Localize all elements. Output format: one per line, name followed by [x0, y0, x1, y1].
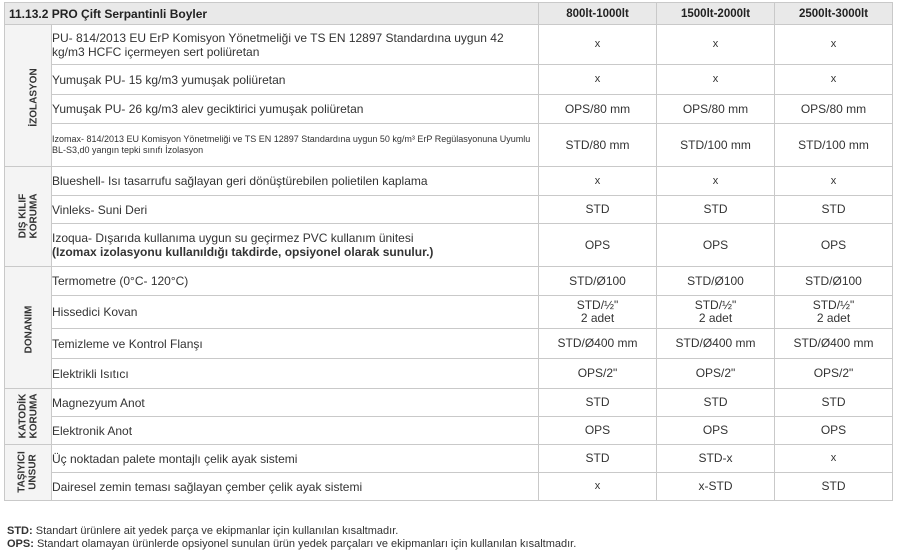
row-desc: Elektrikli Isıtıcı [52, 359, 539, 389]
row-value: x [539, 25, 657, 65]
row-value: STD-x [657, 445, 775, 473]
table-row [5, 445, 893, 473]
table-row [5, 389, 893, 417]
row-value: STD [775, 473, 893, 501]
group-label-equipment: DONANIM [5, 267, 52, 389]
header-row [5, 3, 893, 25]
row-desc: Izomax- 814/2013 EU Komisyon Yönetmeliği ve TS EN 12897 Standardına uygun 50 kg/m³ ErP Regülasyonuna Uyumlu BL-S3,d0 yangın tepki sınıfı İzolasyon [52, 124, 539, 167]
row-value: STD/100 mm [775, 124, 893, 167]
row-desc: Vinleks- Suni Deri [52, 196, 539, 224]
row-value: STD/½" 2 adet [775, 296, 893, 329]
row-value: STD [657, 196, 775, 224]
table-row [5, 329, 893, 359]
row-value: OPS [775, 417, 893, 445]
row-value: x [657, 25, 775, 65]
row-value: x [539, 167, 657, 196]
row-value: x [657, 65, 775, 95]
row-value: STD [657, 389, 775, 417]
table-row [5, 359, 893, 389]
row-value: STD/Ø100 [657, 267, 775, 296]
row-value: STD [539, 196, 657, 224]
table-row [5, 267, 893, 296]
row-desc: Hissedici Kovan [52, 296, 539, 329]
row-desc: Blueshell- Isı tasarrufu sağlayan geri dönüştürebilen polietilen kaplama [52, 167, 539, 196]
row-desc: Yumuşak PU- 26 kg/m3 alev geciktirici yumuşak poliüretan [52, 95, 539, 124]
group-label-insulation: İZOLASYON [5, 25, 52, 167]
row-value: OPS/2" [539, 359, 657, 389]
table-row [5, 95, 893, 124]
row-desc: Temizleme ve Kontrol Flanşı [52, 329, 539, 359]
table-row [5, 124, 893, 167]
row-value: OPS/80 mm [539, 95, 657, 124]
table-row [5, 196, 893, 224]
row-value: x [775, 25, 893, 65]
row-value: x [775, 65, 893, 95]
row-value: OPS [657, 224, 775, 267]
row-desc-text: Izoqua- Dışarıda kullanıma uygun su geçirmez PVC kullanım ünitesi [52, 231, 414, 245]
row-value: STD/½" 2 adet [539, 296, 657, 329]
table-row [5, 473, 893, 501]
footnotes [7, 525, 576, 551]
row-value: x [539, 65, 657, 95]
row-value: OPS [539, 417, 657, 445]
row-value: OPS/2" [657, 359, 775, 389]
row-value: STD/100 mm [657, 124, 775, 167]
row-desc: Dairesel zemin teması sağlayan çember çelik ayak sistemi [52, 473, 539, 501]
row-value: OPS/80 mm [657, 95, 775, 124]
row-desc: Yumuşak PU- 15 kg/m3 yumuşak poliüretan [52, 65, 539, 95]
row-desc: Üç noktadan palete montajlı çelik ayak sistemi [52, 445, 539, 473]
table-row [5, 25, 893, 65]
row-value: OPS/2" [775, 359, 893, 389]
row-value: x [775, 445, 893, 473]
row-value: x [539, 473, 657, 501]
row-value: STD/Ø400 mm [775, 329, 893, 359]
spec-table [4, 2, 893, 501]
group-label-carrier: TAŞIYICI UNSUR [5, 445, 52, 501]
row-value: STD/Ø100 [775, 267, 893, 296]
row-value: OPS [657, 417, 775, 445]
row-desc: Magnezyum Anot [52, 389, 539, 417]
table-row [5, 296, 893, 329]
row-value: STD [539, 445, 657, 473]
row-value: STD/Ø400 mm [539, 329, 657, 359]
table-row [5, 65, 893, 95]
footnote-std: STD: Standart ürünlere ait yedek parça ve ekipmanlar için kullanılan kısaltmadır. [7, 525, 399, 537]
table-row [5, 417, 893, 445]
row-desc: Elektronik Anot [52, 417, 539, 445]
row-desc: PU- 814/2013 EU ErP Komisyon Yönetmeliği ve TS EN 12897 Standardına uygun 42 kg/m3 HCFC içermeyen sert poliüretan [52, 25, 539, 65]
row-value: OPS [775, 224, 893, 267]
table-row [5, 167, 893, 196]
table-row [5, 224, 893, 267]
column-header-2: 1500lt-2000lt [657, 3, 775, 25]
row-value: STD [775, 196, 893, 224]
row-desc-note: (Izomax izolasyonu kullanıldığı takdirde, opsiyonel olarak sunulur.) [52, 245, 434, 259]
group-label-cathodic: KATODİK KORUMA [5, 389, 52, 445]
row-value: STD [539, 389, 657, 417]
footnote-ops: OPS: Standart olamayan ürünlerde opsiyonel sunulan ürün yedek parçaları ve ekipmanları için kullanılan kısaltmadır. [7, 538, 577, 550]
row-desc: Termometre (0°C- 120°C) [52, 267, 539, 296]
row-value: STD/Ø100 [539, 267, 657, 296]
row-value: x-STD [657, 473, 775, 501]
table-title: 11.13.2 PRO Çift Serpantinli Boyler [5, 3, 539, 25]
row-value: OPS/80 mm [775, 95, 893, 124]
row-value: STD/80 mm [539, 124, 657, 167]
column-header-3: 2500lt-3000lt [775, 3, 893, 25]
column-header-1: 800lt-1000lt [539, 3, 657, 25]
group-label-outer-cover: DIŞ KILIF KORUMA [5, 167, 52, 267]
row-value: x [775, 167, 893, 196]
row-value: OPS [539, 224, 657, 267]
row-value: STD/Ø400 mm [657, 329, 775, 359]
row-value: STD/½" 2 adet [657, 296, 775, 329]
row-value: STD [775, 389, 893, 417]
row-value: x [657, 167, 775, 196]
row-desc [52, 224, 539, 267]
